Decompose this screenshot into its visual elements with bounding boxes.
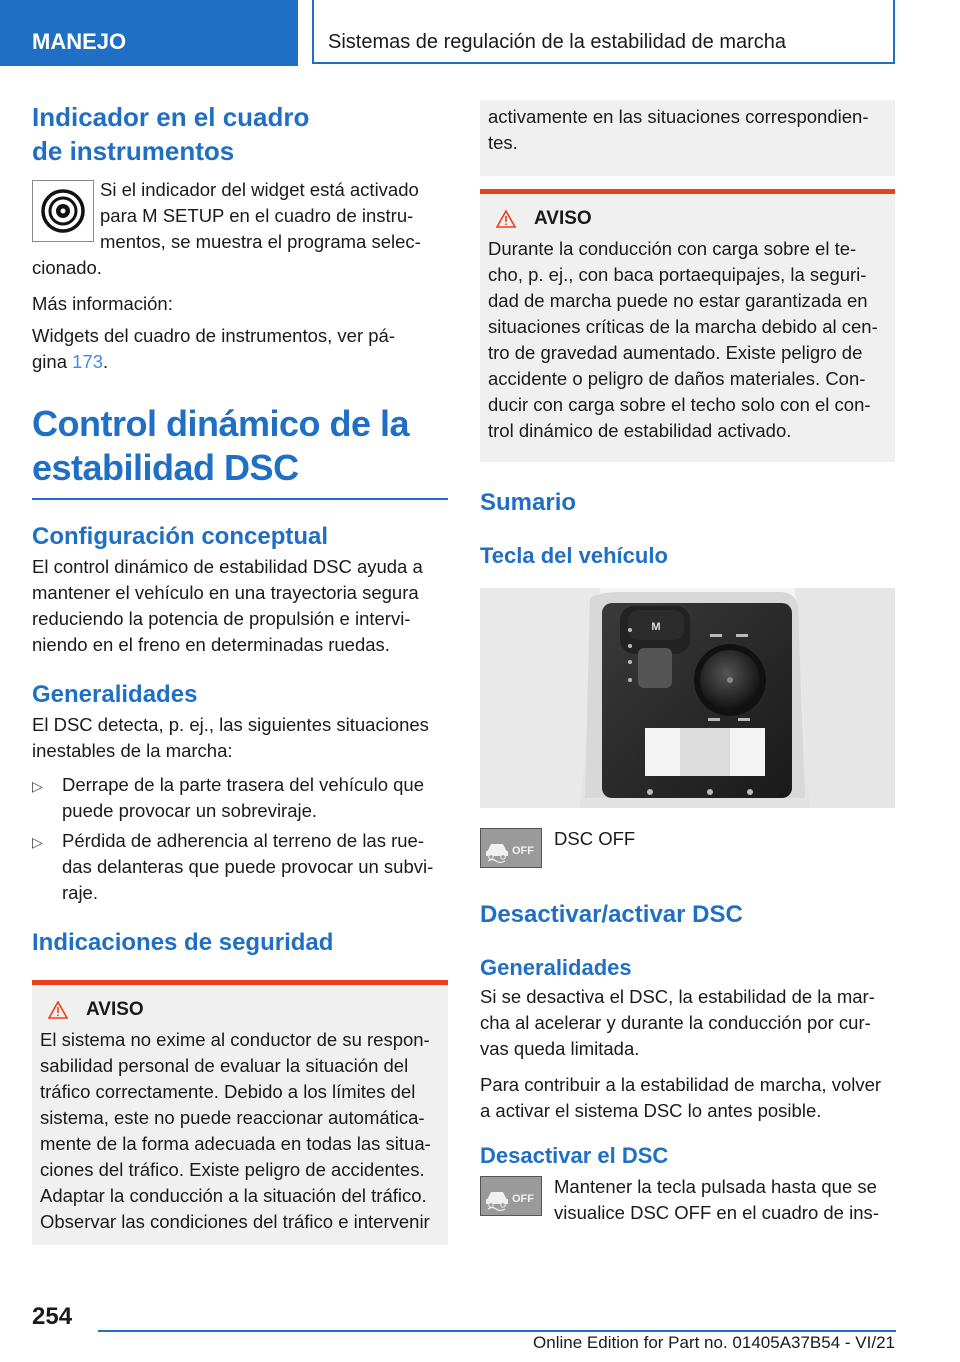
desactivar-dsc-block: [480, 1174, 895, 1230]
list-item-text: Pérdida de adherencia al terreno de las rue-das delanteras que puede provocar un subvi-raje.: [62, 830, 434, 903]
warning-text: Durante la conducción con carga sobre el te-cho, p. ej., con baca portaequipajes, la seguri-dad de marcha puede no estar garantizada en situaciones críticas de la marcha debido al cen-tro de gravedad aumentado. Existe peligro de accidente o peligro de daños materiales. Con-ducir con carga sobre el techo solo con el con-trol dinámico de estabilidad activado.: [488, 238, 878, 441]
warning-box: [480, 194, 895, 462]
desactivar-dsc-text: Mantener la tecla pulsada hasta que se visualice DSC OFF en el cuadro de ins-: [554, 1176, 879, 1223]
indicador-heading-line-2: de instrumentos: [32, 136, 235, 166]
warning-box: [32, 985, 448, 1245]
warning-text: El sistema no exime al conductor de su respon-sabilidad personal de evaluar la situación del tráfico correctamente. Debido a los límites del sistema, este no puede reaccionar automática-mente de la forma adecuada en todas las situa-ciones del tráfico. Existe peligro de accidentes. Adaptar la conducción a la situación del tráfico. Observar las condiciones del tráfico e intervenir: [40, 1029, 431, 1232]
center-console-photo: [480, 588, 895, 808]
right-column: [480, 100, 895, 1230]
dsc-off-label: DSC OFF: [554, 828, 636, 849]
section-tab: [0, 0, 298, 66]
widgets-text-1: Widgets del cuadro de instrumentos, ver pá-: [32, 325, 395, 346]
widgets-period: .: [103, 351, 109, 372]
dsc-off-key-row: [480, 826, 895, 870]
sumario-heading: Sumario: [480, 489, 577, 516]
warning-triangle-icon: [48, 1001, 68, 1019]
gear-brand-label: M: [651, 621, 661, 633]
indicador-text-line-1: Si el indicador del widget está activado: [100, 179, 419, 200]
general-text-right-1: Si se desactiva el DSC, la estabilidad de la mar-cha al acelerar y durante la conducción por cur-vas queda limitada.: [480, 986, 875, 1059]
warning-triangle-icon: [496, 210, 516, 228]
indicador-heading: [32, 100, 448, 168]
footer-divider: [98, 1330, 896, 1332]
indicador-text-lines: [100, 177, 450, 255]
dsc-off-badge-text: OFF: [512, 1193, 534, 1205]
general-heading-right: Generalidades: [480, 955, 632, 980]
list-item-text: Derrape de la parte trasera del vehículo que puede provocar un sobreviraje.: [62, 774, 424, 821]
warning-title-text: AVISO: [534, 208, 592, 229]
indicador-text-line-2: para M SETUP en el cuadro de instru-: [100, 205, 414, 226]
indicador-text-line-4: cionado.: [32, 257, 102, 278]
desactivar-heading: Desactivar/activar DSC: [480, 901, 743, 928]
triangle-bullet-icon: ▷: [32, 778, 43, 794]
dsc-off-badge-text: OFF: [512, 845, 534, 857]
seguridad-heading: Indicaciones de seguridad: [32, 929, 334, 956]
warning-title: [40, 999, 440, 1021]
mas-info-label: Más información:: [32, 293, 173, 314]
page-header: [0, 0, 960, 66]
triangle-bullet-icon: ▷: [32, 834, 43, 850]
general-heading: Generalidades: [32, 681, 198, 708]
left-column: [32, 100, 448, 1245]
continued-warning-text: activamente en las situaciones correspondien-tes.: [488, 106, 869, 153]
footer-edition: Online Edition for Part no. 01405A37B54 - VI/21: [533, 1333, 895, 1352]
section-label: MANEJO: [32, 29, 127, 54]
widgets-text-2: gina: [32, 351, 67, 372]
page-number: 254: [32, 1303, 73, 1330]
widgets-reference: [32, 323, 448, 375]
indicador-block: [32, 177, 448, 281]
general-text-right-2: Para contribuir a la estabilidad de marcha, volver a activar el sistema DSC lo antes posible.: [480, 1074, 882, 1121]
desactivar-dsc-heading: Desactivar el DSC: [480, 1143, 669, 1168]
warning-title: [488, 208, 887, 230]
chapter-title: Sistemas de regulación de la estabilidad de marcha: [312, 0, 895, 64]
config-heading: Configuración conceptual: [32, 523, 329, 550]
m-setup-indicator-icon: [32, 180, 94, 242]
tecla-heading: Tecla del vehículo: [480, 543, 668, 568]
dsc-heading-line-1: Control dinámico de la: [32, 403, 410, 444]
list-item: [32, 828, 448, 906]
indicador-heading-line-1: Indicador en el cuadro: [32, 102, 310, 132]
warning-title-text: AVISO: [86, 999, 144, 1020]
dsc-main-heading: [32, 402, 448, 490]
general-text: El DSC detecta, p. ej., las siguientes situaciones inestables de la marcha:: [32, 714, 429, 761]
section-divider: [32, 498, 448, 500]
dsc-off-button-icon: [480, 828, 542, 868]
page-link-173[interactable]: 173: [72, 351, 103, 372]
indicador-text-line-3: mentos, se muestra el programa selec-: [100, 231, 421, 252]
dsc-heading-line-2: estabilidad DSC: [32, 447, 299, 488]
dsc-off-button-icon: [480, 1176, 542, 1216]
list-item: [32, 772, 448, 824]
situations-list: [32, 772, 448, 906]
warning-box-continued: [480, 100, 895, 176]
config-text: El control dinámico de estabilidad DSC ayuda a mantener el vehículo en una trayectoria segura reduciendo la potencia de propulsión e intervi-niendo en el freno en determinadas ruedas.: [32, 556, 423, 655]
